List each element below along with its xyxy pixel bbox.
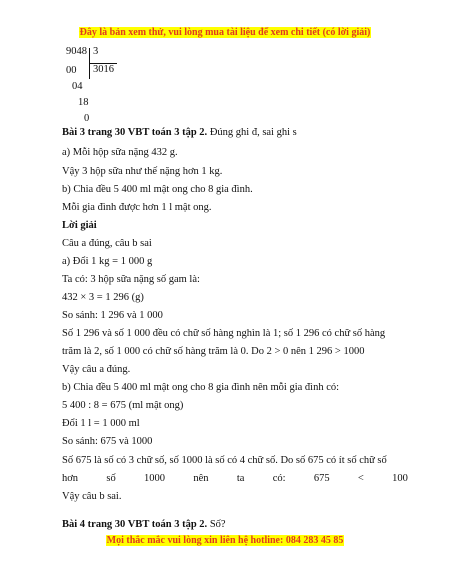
solution-line: 5 400 : 8 = 675 (ml mật ong): [62, 400, 184, 411]
division-step: 04: [72, 81, 83, 92]
word: 1000: [144, 473, 166, 484]
solution-line: a) Đổi 1 kg = 1 000 g: [62, 256, 153, 267]
solution-line: So sánh: 675 và 1000: [62, 436, 153, 447]
solution-conclusion: Vậy câu b sai.: [62, 491, 122, 502]
word: 675: [313, 473, 330, 484]
division-step: 18: [78, 97, 89, 108]
exercise-3-title: [62, 126, 297, 139]
solution-heading: Lời giải: [62, 220, 97, 231]
solution-line: Số 675 là số có 3 chữ số, số 1000 là số có 4 chữ số. Do số 675 có ít số chữ số: [62, 455, 387, 466]
solution-line: Vậy câu a đúng.: [62, 364, 131, 375]
problem-b-line-1: b) Chia đều 5 400 ml mật ong cho 8 gia đình.: [62, 184, 253, 195]
solution-line: Câu a đúng, câu b sai: [62, 238, 152, 249]
long-division: [66, 46, 166, 126]
exercise-3-instruction: Đúng ghi đ, sai ghi s: [207, 127, 297, 138]
preview-notice-banner: [0, 27, 450, 38]
word: số: [106, 473, 116, 484]
word: <: [357, 473, 364, 484]
word: hơn: [62, 473, 79, 484]
problem-a-line-2: Vậy 3 hộp sữa như thế nặng hơn 1 kg.: [62, 166, 223, 177]
solution-line: Ta có: 3 hộp sữa nặng số gam là:: [62, 274, 200, 285]
exercise-4-instruction: Số?: [207, 519, 226, 530]
division-step: 00: [66, 65, 77, 76]
preview-notice-text: Đây là bản xem thử, vui lòng mua tài liệu để xem chi tiết (có lời giải): [79, 27, 371, 38]
division-step: 0: [84, 113, 90, 124]
quotient: 3016: [93, 64, 114, 75]
exercise-4-heading: Bài 4 trang 30 VBT toán 3 tập 2.: [62, 519, 208, 530]
solution-line: 432 × 3 = 1 296 (g): [62, 292, 144, 303]
problem-a-line-1: a) Mỗi hộp sữa nặng 432 g.: [62, 147, 178, 158]
solution-line: Số 1 296 và số 1 000 đều có chữ số hàng nghìn là 1; số 1 296 có chữ số hàng: [62, 328, 386, 339]
solution-line: Đổi 1 l = 1 000 ml: [62, 418, 140, 429]
solution-line: So sánh: 1 296 và 1 000: [62, 310, 163, 321]
hotline-banner: [0, 535, 450, 546]
word: 100: [392, 473, 408, 484]
exercise-4-title: [62, 518, 226, 531]
solution-line: trăm là 2, số 1 000 có chữ số hàng trăm là 0. Do 2 > 0 nên 1 296 > 1000: [62, 346, 365, 357]
hotline-text: Mọi thắc mắc vui lòng xin liên hệ hotline: 084 283 45 85: [106, 535, 344, 546]
word: có:: [272, 473, 286, 484]
solution-justified-line: [62, 472, 408, 485]
word: nên: [193, 473, 209, 484]
divisor: 3: [93, 46, 99, 57]
solution-line: b) Chia đều 5 400 ml mật ong cho 8 gia đình nên mỗi gia đình có:: [62, 382, 340, 393]
problem-b-line-2: Mỗi gia đình được hơn 1 l mật ong.: [62, 202, 212, 213]
word: ta: [236, 473, 245, 484]
exercise-3-heading: Bài 3 trang 30 VBT toán 3 tập 2.: [62, 127, 208, 138]
dividend: 9048: [66, 46, 87, 57]
